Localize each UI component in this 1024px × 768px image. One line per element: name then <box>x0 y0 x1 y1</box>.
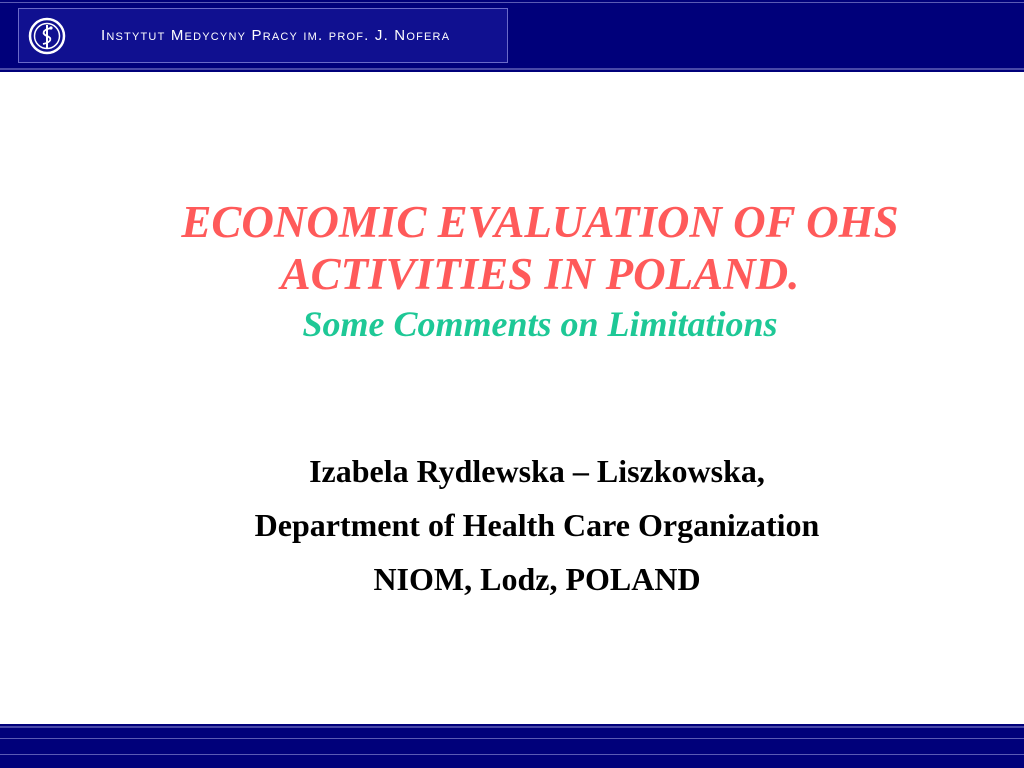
footer-divider-2 <box>0 738 1024 739</box>
slide-title-line-1: ECONOMIC EVALUATION OF OHS <box>181 197 899 247</box>
author-department: Department of Health Care Organization <box>254 507 820 543</box>
footer-bar <box>0 724 1024 768</box>
author-info-block <box>100 444 974 606</box>
header-divider-bottom <box>0 68 1024 70</box>
institute-logo-banner <box>18 8 508 63</box>
caduceus-emblem-icon <box>28 17 66 55</box>
author-name: Izabela Rydlewska – Liszkowska, <box>309 453 765 489</box>
slide-subtitle: Some Comments on Limitations <box>302 304 778 344</box>
slide-title-line-2: ACTIVITIES IN POLAND. <box>280 249 800 299</box>
footer-divider-1 <box>0 726 1024 728</box>
institute-name: Instytut Medycyny Pracy im. prof. J. Nofera <box>101 27 451 44</box>
author-location: NIOM, Lodz, POLAND <box>373 561 701 597</box>
slide-title-block <box>110 196 970 348</box>
footer-divider-3 <box>0 754 1024 755</box>
header-divider-top <box>0 2 1024 3</box>
